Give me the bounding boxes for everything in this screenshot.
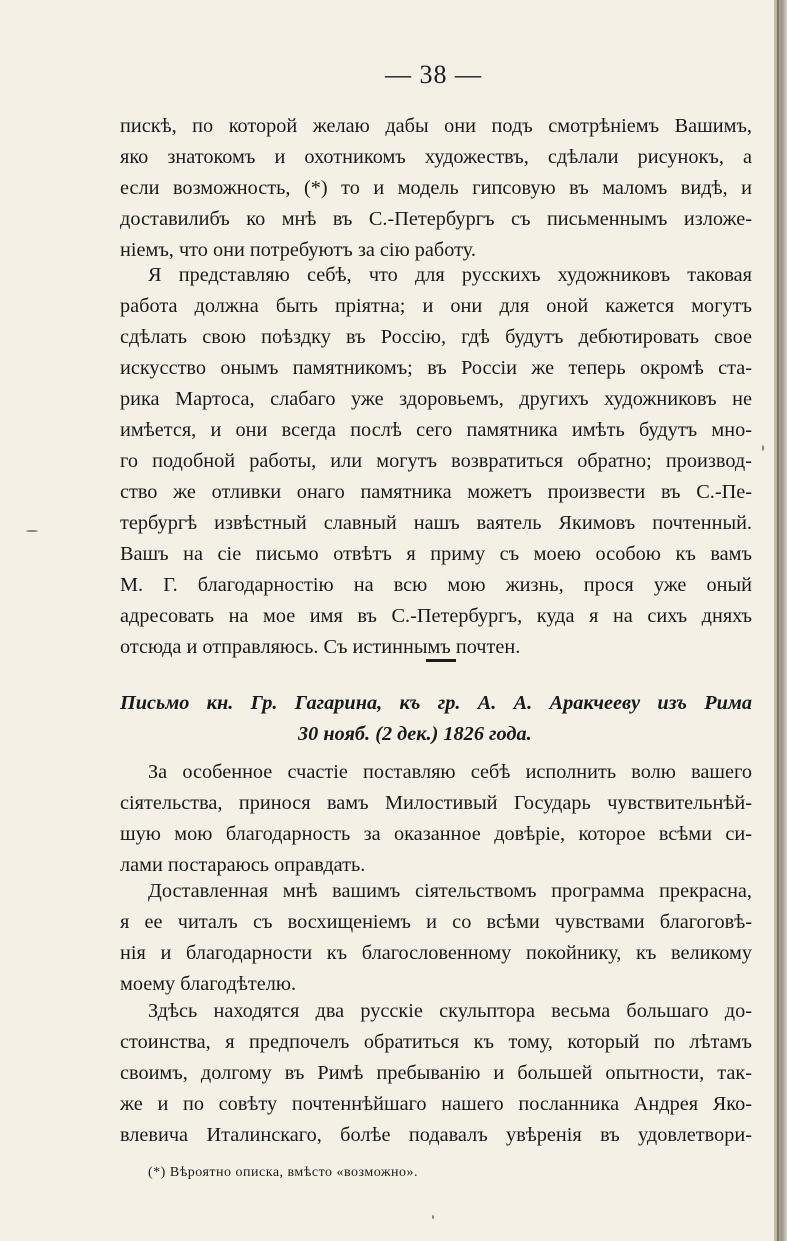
text-line: искусство онымъ памятникомъ; въ Россіи же теперь окромѣ ста- xyxy=(120,357,752,379)
title-line: Письмо кн. Гр. Гагарина, къ гр. А. А. Аракчееву изъ Рима xyxy=(120,692,752,714)
text-line: М. Г. благодарностію на всю мою жизнь, прося уже оный xyxy=(120,574,752,596)
text-line: тербургѣ извѣстный славный нашъ ваятель Якимовъ почтенный. xyxy=(120,512,752,534)
text-line: Вашъ на сіе письмо отвѣтъ я приму съ моею особою къ вамъ xyxy=(120,543,752,565)
page-edge xyxy=(774,0,787,1241)
paper-speck xyxy=(762,445,764,451)
text-line: адресовать на мое имя въ С.-Петербургъ, куда я на сихъ дняхъ xyxy=(120,605,752,627)
text-line: За особенное счастіе поставляю себѣ исполнить волю вашего xyxy=(148,761,752,783)
text-line: сіятельства, принося вамъ Милостивый Государь чувствительнѣй- xyxy=(120,792,752,814)
text-line: пискѣ, по которой желаю дабы они подъ смотрѣніемъ Вашимъ, xyxy=(120,115,752,137)
text-line: моему благодѣтелю. xyxy=(120,973,297,995)
text-line: го подобной работы, или могутъ возвратиться обратно; производ- xyxy=(120,450,752,472)
text-line: Здѣсь находятся два русскіе скульптора весьма большаго до- xyxy=(148,1000,752,1022)
text-line: работа должна быть пріятна; и они для оной кажется могутъ xyxy=(120,295,752,317)
text-line: нія и благодарности къ благословенному покойнику, къ великому xyxy=(120,942,752,964)
text-line: ніемъ, что они потребуютъ за сію работу. xyxy=(120,239,476,261)
text-line: ство же отливки онаго памятника можетъ произвести въ С.-Пе- xyxy=(120,481,752,503)
title-line: 30 нояб. (2 дек.) 1826 года. xyxy=(298,723,532,745)
text-line: влевича Италинскаго, болѣе подавалъ увѣренія въ удовлетвори- xyxy=(120,1124,752,1146)
text-line: я ее читалъ съ восхищеніемъ и со всѣми чувствами благоговѣ- xyxy=(120,911,752,933)
footnote: (*) Вѣроятно описка, вмѣсто «возможно». xyxy=(148,1165,419,1180)
text-line: своимъ, долгому въ Римѣ пребыванію и большей опытности, так- xyxy=(120,1062,752,1084)
text-line: лами постараюсь оправдать. xyxy=(120,854,366,876)
text-line: имѣется, и они всегда послѣ сего памятника имѣть будутъ мно- xyxy=(120,419,752,441)
page-number: — 38 — xyxy=(385,60,482,89)
paper-speck xyxy=(432,1215,434,1219)
text-line: отсюда и отправляюсь. Съ истиннымъ почтен. xyxy=(120,636,521,658)
text-line: Я представляю себѣ, что для русскихъ художниковъ таковая xyxy=(148,264,752,286)
text-line: стоинства, я предпочелъ обратиться къ тому, который по лѣтамъ xyxy=(120,1031,752,1053)
text-line: же и по совѣту почтеннѣйшаго нашего посланника Андрея Яко- xyxy=(120,1093,752,1115)
text-line: рика Мартоса, слабаго уже здоровьемъ, другихъ художниковъ не xyxy=(120,388,752,410)
text-line: Доставленная мнѣ вашимъ сіятельствомъ программа прекрасна, xyxy=(148,880,752,902)
text-line: яко знатокомъ и охотникомъ художествъ, сдѣлали рисунокъ, а xyxy=(120,146,752,168)
text-line: доставилибъ ко мнѣ въ С.-Петербургъ съ письменнымъ изложе- xyxy=(120,208,752,230)
section-divider xyxy=(426,659,456,662)
paper-speck xyxy=(26,530,38,532)
text-line: шую мою благодарность за оказанное довѣріе, которое всѣми си- xyxy=(120,823,752,845)
text-line: если возможность, (*) то и модель гипсовую въ маломъ видѣ, и xyxy=(120,177,752,199)
text-line: сдѣлать свою поѣздку въ Россію, гдѣ будутъ дебютировать свое xyxy=(120,326,752,348)
